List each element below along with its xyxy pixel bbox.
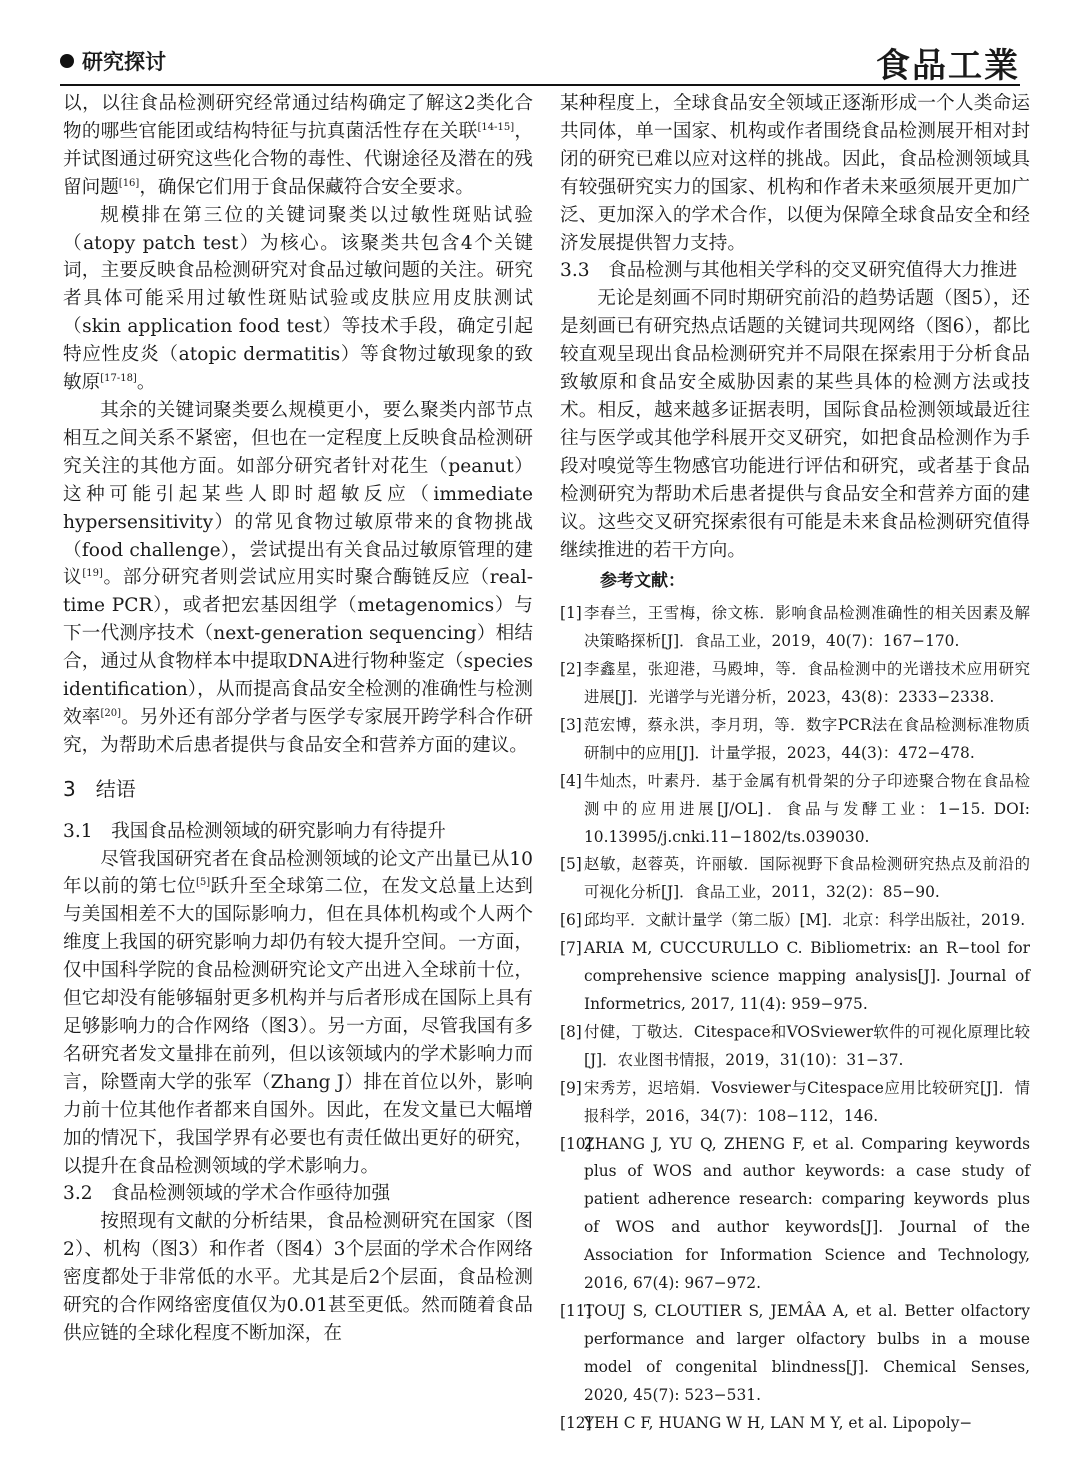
paragraph: 以，以往食品检测研究经常通过结构确定了解这2类化合物的哪些官能团或结构特征与抗真菌活性存在关联[14-15]，并试图通过研究这些化合物的毒性、代谢途径及潜在的残留问题[16]，确保它们用于食品保藏符合安全要求。 (63, 93, 533, 198)
reference-item: [5] 赵敏，赵蓉英，许丽敏．国际视野下食品检测研究热点及前沿的可视化分析[J]．食品工业，2011，32(2)：85−90. (560, 855, 1030, 902)
page-header (60, 40, 1020, 84)
references-title: 参考文献： (600, 571, 685, 592)
references-list (560, 600, 1030, 1437)
reference-item: [12] YEH C F, HUANG W H, LAN M Y, et al. Lipopoly− (560, 1413, 973, 1432)
reference-item: [8] 付健，丁敬达．Citespace和VOSviewer软件的可视化原理比较[J]．农业图书情报，2019，31(10)：31−37. (560, 1022, 1030, 1069)
right-column (560, 90, 1030, 1438)
paragraph: 其余的关键词聚类要么规模更小，要么聚类内部节点相互之间关系不紧密，但也在一定程度上反映食品检测研究关注的其他方面。如部分研究者针对花生（peanut）这种可能引起某些人即时超敏反应（immediate hypersensitivity）的常见食物过敏原带来的食物挑战（food challenge），尝试提出有关食品过敏原管理的建议[19]。部分研究者则尝试应用实时聚合酶链反应（real-time PCR），或者把宏基因组学（metagenomics）与下一代测序技术（next-generation sequencing）相结合，通过从食物样本中提取DNA进行物种鉴定（species identification），从而提高食品安全检测的准确性与检测效率[20]。另外还有部分学者与医学专家展开跨学科合作研究，为帮助术后患者提供与食品安全和营养方面的建议。 (63, 399, 533, 756)
paragraph: 按照现有文献的分析结果，食品检测研究在国家（图2）、机构（图3）和作者（图4）3个层面的学术合作网络密度都处于非常低的水平。尤其是后2个层面，食品检测研究的合作网络密度值仅为0.01甚至更低。然而随着食品供应链的全球化程度不断加深，在 (63, 1211, 533, 1344)
reference-item: [9] 宋秀芳，迟培娟．Vosviewer与Citespace应用比较研究[J]．情报科学，2016，34(7)：108−112，146. (560, 1078, 1030, 1125)
reference-item: [7] ARIA M, CUCCURULLO C. Bibliometrix: an R−tool for comprehensive science mapping analysis[J]. Journal of Informetrics, 2017, 11(4): 959−975. (560, 939, 1030, 1013)
left-column (63, 90, 533, 1348)
reference-item: [1] 李春兰，王雪梅，徐文栋．影响食品检测准确性的相关因素及解决策略探析[J]．食品工业，2019，40(7)：167−170. (560, 604, 1030, 651)
citation: [17-18] (100, 372, 137, 384)
citation: [19] (82, 568, 103, 580)
section-heading: 3 结语 (63, 776, 136, 801)
citation: [20] (100, 707, 121, 719)
paragraph: 规模排在第三位的关键词聚类以过敏性斑贴试验（atopy patch test）为核心。该聚类共包含4个关键词，主要反映食品检测研究对食品过敏问题的关注。研究者具体可能采用过敏性斑贴试验或皮肤应用皮肤测试（skin application food test）等技术手段，确定引起特应性皮炎（atopic dermatitis）等食物过敏现象的致敏原[17-18]。 (63, 204, 533, 394)
citation: [5] (195, 877, 211, 889)
header-divider (60, 84, 1020, 86)
citation: [14-15] (477, 121, 515, 133)
bullet-icon (60, 54, 74, 68)
subsection-heading: 3.3 食品检测与其他相关学科的交叉研究值得大力推进 (560, 260, 1018, 282)
paragraph: 无论是刻画不同时期研究前沿的趋势话题（图5），还是刻画已有研究热点话题的关键词共现网络（图6），都比较直观呈现出食品检测研究并不局限在探索用于分析食品致敏原和食品安全威胁因素的某些具体的检测方法或技术。相反，越来越多证据表明，国际食品检测领域最近往往与医学或其他学科展开交叉研究，如把食品检测作为手段对嗅觉等生物感官功能进行评估和研究，或者基于食品检测研究为帮助术后患者提供与食品安全和营养方面的建议。这些交叉研究探索很有可能是未来食品检测研究值得继续推进的若干方向。 (560, 288, 1030, 561)
reference-item: [11] TOUJ S, CLOUTIER S, JEMÂA A, et al. Better olfactory performance and larger olfactory bulbs in a mouse model of congenital blindness[J]. Chemical Senses, 2020, 45(7): 523−531. (560, 1301, 1030, 1404)
paragraph: 尽管我国研究者在食品检测领域的论文产出量已从10年以前的第七位[5]跃升至全球第二位，在发文总量上达到与美国相差不大的国际影响力，但在具体机构或个人两个维度上我国的研究影响力却仍有较大提升空间。一方面，仅中国科学院的食品检测研究论文产出进入全球前十位，但它却没有能够辐射更多机构并与后者形成在国际上具有足够影响力的合作网络（图3）。另一方面，尽管我国有多名研究者发文量排在前列，但以该领域内的学术影响力而言，除暨南大学的张军（Zhang J）排在首位以外，影响力前十位其他作者都来自国外。因此，在发文量已大幅增加的情况下，我国学界有必要也有责任做出更好的研究，以提升在食品检测领域的学术影响力。 (63, 848, 533, 1177)
reference-item: [3] 范宏博，蔡永洪，李月玥，等．数字PCR法在食品检测标准物质研制中的应用[J]．计量学报，2023，44(3)：472−478. (560, 715, 1030, 762)
reference-item: [4] 牛灿杰，叶素丹．基于金属有机骨架的分子印迹聚合物在食品检测中的应用进展[J/OL]．食品与发酵工业：1−15. DOI: 10.13995/j.cnki.11−1802/ts.039030. (560, 771, 1030, 846)
reference-item: [6] 邱均平．文献计量学（第二版）[M]．北京：科学出版社，2019. (560, 911, 1026, 930)
paragraph: 某种程度上，全球食品安全领域正逐渐形成一个人类命运共同体，单一国家、机构或作者围绕食品检测展开相对封闭的研究已难以应对这样的挑战。因此，食品检测领域具有较强研究实力的国家、机构和作者未来亟须展开更加广泛、更加深入的学术合作，以便为保障全球食品安全和经济发展提供智力支持。 (560, 93, 1030, 254)
section-label: 研究探讨 (82, 50, 166, 74)
journal-logo: 食品工業 (876, 46, 1020, 86)
section-tag (60, 46, 166, 76)
subsection-heading: 3.2 食品检测领域的学术合作亟待加强 (63, 1183, 391, 1205)
citation: [16] (118, 177, 140, 189)
reference-item: [10] ZHANG J, YU Q, ZHENG F, et al. Comparing keywords plus of WOS and author keywords: a case study of patient adherence research: comparing keywords plus of WOS and author keywords[J]. Journal of the Association for Information Science and Technology, 2016, 67(4): 967−972. (560, 1134, 1030, 1293)
reference-item: [2] 李鑫星，张迎港，马殿坤，等．食品检测中的光谱技术应用研究进展[J]．光谱学与光谱分析，2023，43(8)：2333−2338. (560, 660, 1030, 707)
subsection-heading: 3.1 我国食品检测领域的研究影响力有待提升 (63, 820, 446, 842)
